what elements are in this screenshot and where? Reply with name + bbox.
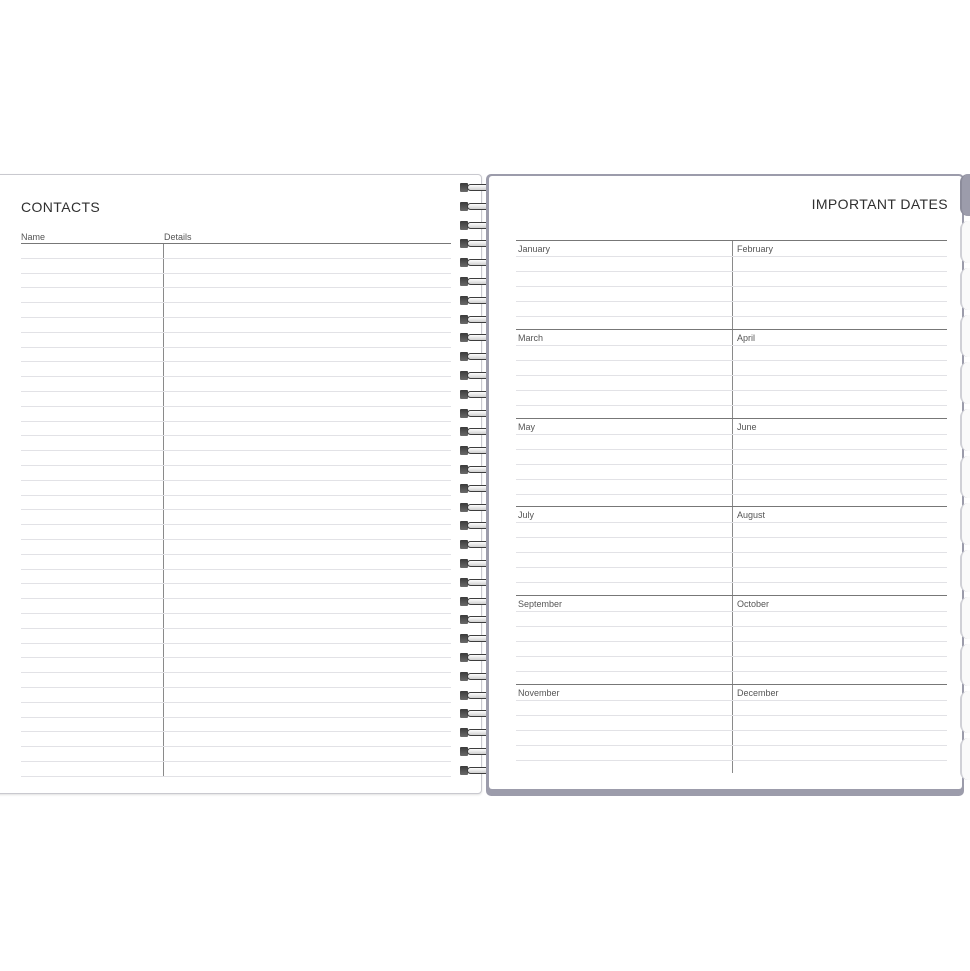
month-tab[interactable] xyxy=(960,738,970,780)
date-line xyxy=(516,345,947,346)
contact-row-line xyxy=(21,703,451,718)
contact-row-line xyxy=(21,732,451,747)
month-label: April xyxy=(737,332,756,343)
date-line xyxy=(516,567,947,568)
date-line xyxy=(516,286,947,287)
contact-row-line xyxy=(21,288,451,303)
date-line xyxy=(516,626,947,627)
contact-row-line xyxy=(21,658,451,673)
contact-row-line xyxy=(21,510,451,525)
month-tab[interactable] xyxy=(960,221,970,263)
contacts-page xyxy=(0,174,482,794)
important-dates-page xyxy=(489,176,962,789)
month-tab[interactable] xyxy=(960,550,970,592)
month-label: September xyxy=(518,599,563,610)
date-line xyxy=(516,760,947,761)
month-label: January xyxy=(518,244,551,254)
contact-row-line xyxy=(21,644,451,659)
month-label: May xyxy=(518,421,536,432)
contact-row-line xyxy=(21,274,451,289)
date-line xyxy=(516,464,947,465)
contact-row-line xyxy=(21,436,451,451)
contact-row-line xyxy=(21,244,451,259)
contact-row-line xyxy=(21,718,451,733)
date-line xyxy=(516,375,947,376)
date-line xyxy=(516,522,947,523)
month-row xyxy=(516,684,947,773)
month-label: June xyxy=(737,421,757,432)
date-line xyxy=(516,360,947,361)
contact-row-line xyxy=(21,762,451,777)
contact-row-line xyxy=(21,318,451,333)
contact-row-line xyxy=(21,422,451,437)
date-line xyxy=(516,301,947,302)
contact-row-line xyxy=(21,525,451,540)
contact-row-line xyxy=(21,570,451,585)
date-line xyxy=(516,700,947,701)
contacts-title: CONTACTS xyxy=(21,199,101,215)
contact-row-line xyxy=(21,540,451,555)
month-label: July xyxy=(518,510,535,521)
date-line xyxy=(516,449,947,450)
month-tab[interactable] xyxy=(960,362,970,404)
date-line xyxy=(516,494,947,495)
month-label: November xyxy=(518,687,560,698)
contact-row-line xyxy=(21,747,451,762)
date-line xyxy=(516,405,947,406)
date-line xyxy=(516,641,947,642)
date-line xyxy=(516,552,947,553)
contact-row-line xyxy=(21,599,451,614)
contact-row-line xyxy=(21,555,451,570)
contact-row-line xyxy=(21,451,451,466)
month-label: March xyxy=(518,332,544,343)
date-line xyxy=(516,656,947,657)
details-column-header: Details xyxy=(164,232,192,242)
date-line xyxy=(516,611,947,612)
date-line xyxy=(516,271,947,272)
month-label: October xyxy=(737,599,770,610)
date-line xyxy=(516,316,947,317)
month-row xyxy=(516,240,947,329)
month-tab[interactable] xyxy=(960,456,970,498)
month-row xyxy=(516,329,947,418)
contact-row-line xyxy=(21,614,451,629)
contact-rows xyxy=(21,244,451,777)
planner-tabs xyxy=(960,174,970,796)
month-row xyxy=(516,418,947,507)
contact-row-line xyxy=(21,584,451,599)
contact-row-line xyxy=(21,392,451,407)
contact-row-line xyxy=(21,481,451,496)
month-tab[interactable] xyxy=(960,409,970,451)
month-row xyxy=(516,595,947,684)
month-tab[interactable] xyxy=(960,174,970,216)
month-tab[interactable] xyxy=(960,315,970,357)
month-row xyxy=(516,506,947,595)
contact-row-line xyxy=(21,496,451,511)
date-line xyxy=(516,537,947,538)
contact-row-line xyxy=(21,688,451,703)
month-tab[interactable] xyxy=(960,597,970,639)
contact-row-line xyxy=(21,303,451,318)
date-line xyxy=(516,582,947,583)
month-label: February xyxy=(737,244,774,254)
contact-row-line xyxy=(21,348,451,363)
contact-row-line xyxy=(21,466,451,481)
contact-row-line xyxy=(21,673,451,688)
date-line xyxy=(516,256,947,257)
date-line xyxy=(516,390,947,391)
month-label: August xyxy=(737,510,766,521)
month-grid xyxy=(516,240,947,773)
contact-row-line xyxy=(21,407,451,422)
date-line xyxy=(516,745,947,746)
important-dates-title: IMPORTANT DATES xyxy=(811,196,948,212)
date-line xyxy=(516,715,947,716)
date-line xyxy=(516,730,947,731)
contact-row-line xyxy=(21,333,451,348)
date-line xyxy=(516,671,947,672)
contact-row-line xyxy=(21,377,451,392)
month-tab[interactable] xyxy=(960,268,970,310)
month-tab[interactable] xyxy=(960,503,970,545)
name-column-header: Name xyxy=(21,232,46,242)
month-tab[interactable] xyxy=(960,644,970,686)
contact-row-line xyxy=(21,259,451,274)
date-line xyxy=(516,479,947,480)
date-line xyxy=(516,434,947,435)
contact-row-line xyxy=(21,629,451,644)
contact-row-line xyxy=(21,362,451,377)
month-label: December xyxy=(737,687,779,698)
month-tab[interactable] xyxy=(960,691,970,733)
